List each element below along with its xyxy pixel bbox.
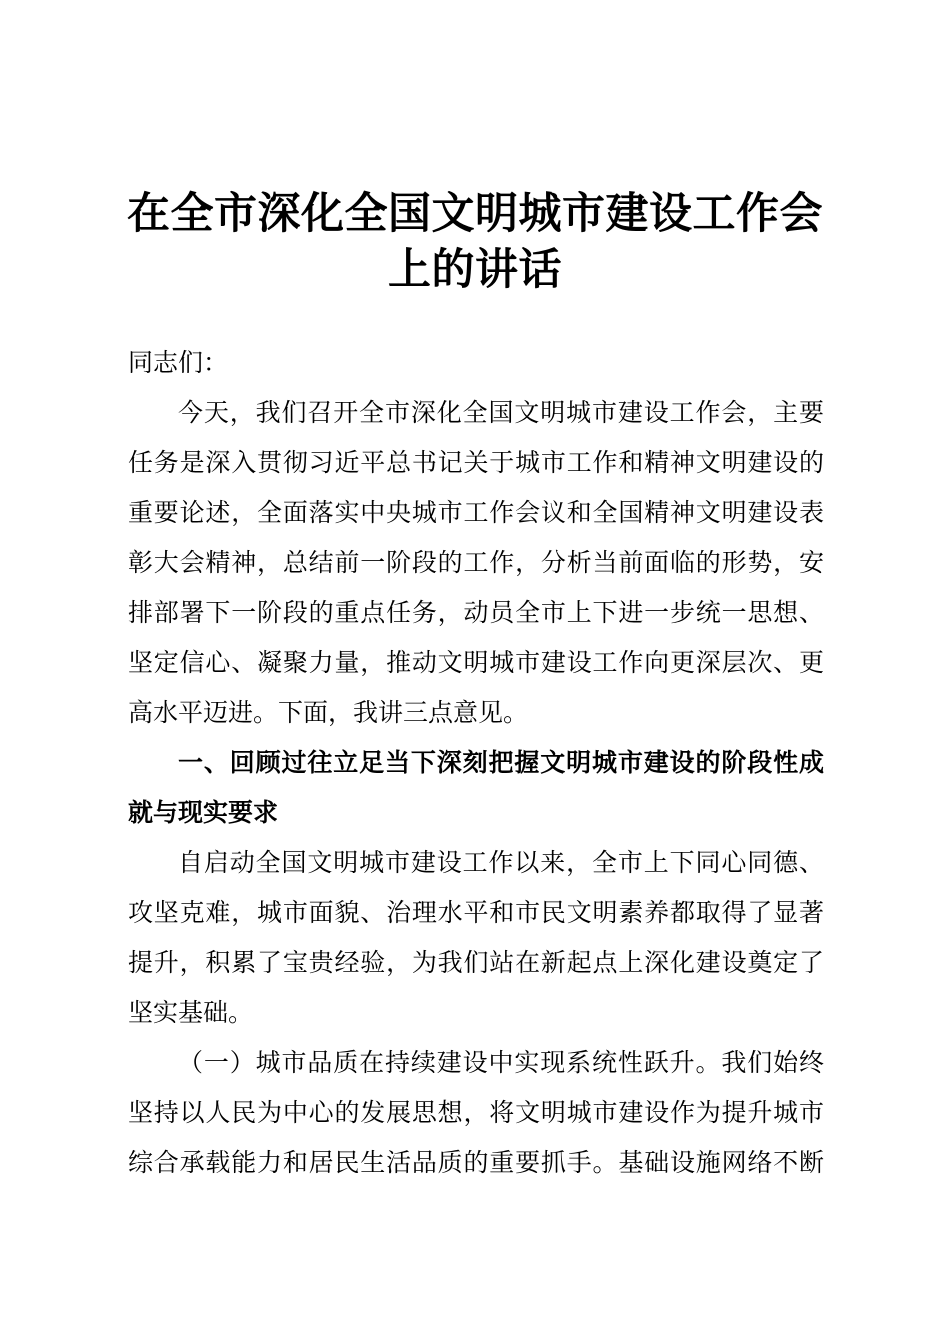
- paragraph-line: 综合承载能力和居民生活品质的重要抓手。基础设施网络不断: [128, 1148, 824, 1177]
- document-body: [128, 338, 824, 1188]
- paragraph-review: [128, 838, 824, 1038]
- heading-line: 一、回顾过往立足当下深刻把握文明城市建设的阶段性成: [178, 748, 824, 777]
- paragraph-line: 任务是深入贯彻习近平总书记关于城市工作和精神文明建设的: [128, 448, 824, 477]
- title-line: 在全市深化全国文明城市建设工作会: [127, 189, 823, 239]
- document-title: [100, 186, 850, 298]
- paragraph-line: 排部署下一阶段的重点任务，动员全市上下进一步统一思想、: [128, 598, 824, 627]
- paragraph-line: 坚实基础。: [128, 998, 254, 1027]
- paragraph-city-quality: [128, 1038, 824, 1188]
- paragraph-intro: [128, 388, 824, 738]
- paragraph-line: 重要论述，全面落实中央城市工作会议和全国精神文明建设表: [128, 498, 824, 527]
- paragraph-line: 攻坚克难，城市面貌、治理水平和市民文明素养都取得了显著: [128, 898, 824, 927]
- section-heading: [128, 738, 824, 838]
- paragraph-line: 提升，积累了宝贵经验，为我们站在新起点上深化建设奠定了: [128, 948, 824, 977]
- paragraph-line: （一）城市品质在持续建设中实现系统性跃升。我们始终: [178, 1048, 824, 1077]
- paragraph-line: 坚定信心、凝聚力量，推动文明城市建设工作向更深层次、更: [128, 648, 824, 677]
- paragraph-line: 坚持以人民为中心的发展思想，将文明城市建设作为提升城市: [128, 1098, 824, 1127]
- paragraph-line: 高水平迈进。下面，我讲三点意见。: [128, 698, 529, 727]
- paragraph-line: 自启动全国文明城市建设工作以来，全市上下同心同德、: [178, 848, 824, 877]
- greeting: 同志们：: [128, 348, 229, 377]
- title-line: 上的讲话: [388, 245, 562, 295]
- heading-line: 就与现实要求: [128, 798, 279, 827]
- paragraph-line: 今天，我们召开全市深化全国文明城市建设工作会，主要: [178, 398, 824, 427]
- paragraph-line: 彰大会精神，总结前一阶段的工作，分析当前面临的形势，安: [128, 548, 824, 577]
